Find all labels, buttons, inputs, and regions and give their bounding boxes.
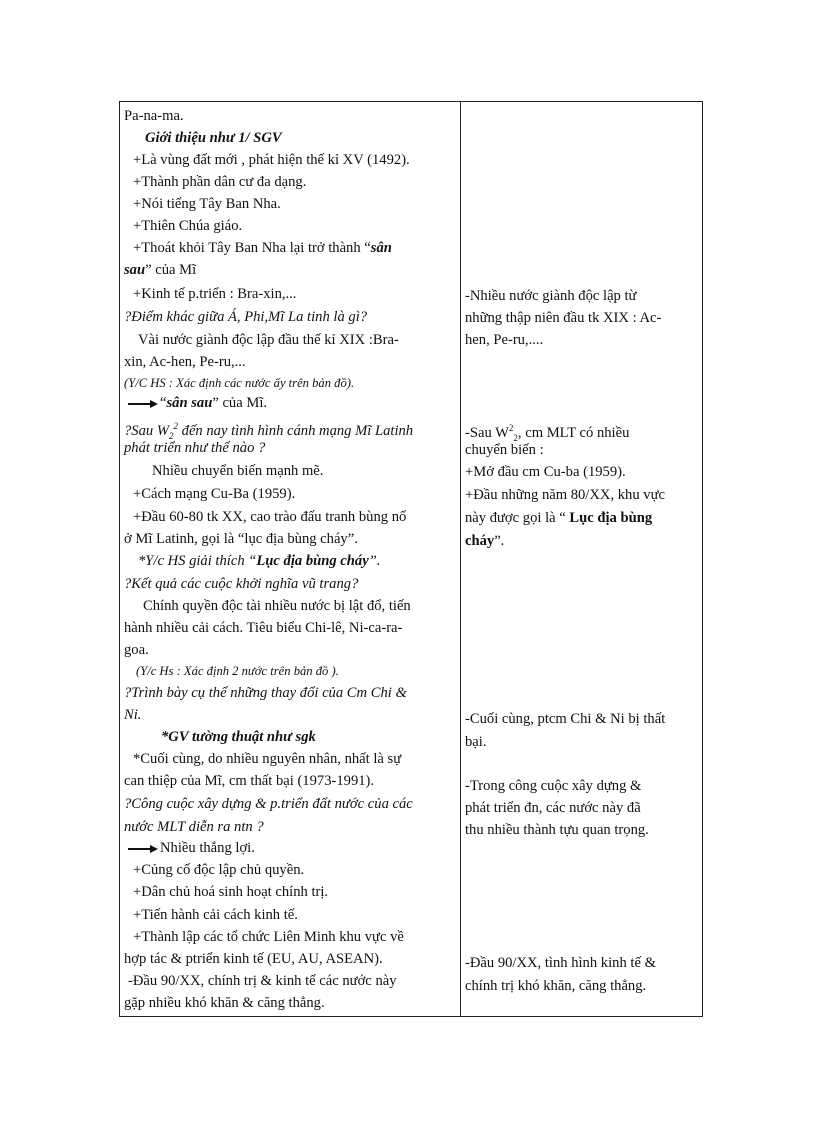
- left-line-30: *Cuối cùng, do nhiều nguyên nhân, nhất là sự: [133, 751, 402, 767]
- left-line-19: +Đầu 60-80 tk XX, cao trào đấu tranh bùng nổ: [133, 509, 407, 525]
- right-line-4-sup: 2: [508, 423, 514, 433]
- left-line-5: +Nói tiếng Tây Ban Nha.: [133, 196, 281, 212]
- left-line-31: can thiệp của Mĩ, cm thất bại (1973-1991).: [124, 773, 375, 789]
- left-line-35: +Củng cố độc lập chủ quyền.: [133, 862, 305, 878]
- left-line-24: hành nhiều cải cách. Tiêu biểu Chi-lê, Ni-ca-ra-: [124, 620, 403, 636]
- left-line-13: (Y/C HS : Xác định các nước ấy trên bản đồ).: [124, 376, 355, 390]
- left-line-15-sup: 2: [173, 421, 178, 431]
- right-line-4-b: , cm MLT có nhiều: [517, 424, 630, 441]
- left-line-9: +Kinh tế p.triển : Bra-xin,...: [133, 286, 297, 302]
- left-line-14: [128, 392, 267, 414]
- left-line-34: [128, 837, 255, 859]
- left-line-3: +Là vùng đất mới , phát hiện thế kỉ XV (1492).: [133, 152, 410, 168]
- left-line-17: Nhiều chuyển biến mạnh mẽ.: [152, 463, 324, 479]
- right-line-8: [465, 507, 652, 529]
- left-line-12: xin, Ac-hen, Pe-ru,...: [124, 354, 246, 370]
- left-line-32: ?Công cuộc xây dựng & p.triển đất nước của các: [124, 796, 413, 812]
- left-line-10: ?Điểm khác giữa Á, Phi,Mĩ La tinh là gì?: [124, 309, 368, 325]
- left-line-4: +Thành phần dân cư đa dạng.: [133, 174, 307, 190]
- left-line-21-c: ”.: [368, 553, 381, 569]
- right-line-9: [465, 530, 504, 552]
- left-line-15-sub: 2: [169, 430, 174, 441]
- right-line-16: chính trị khó khăn, căng thẳng.: [465, 978, 647, 994]
- left-line-7-emph: sân: [370, 240, 392, 256]
- left-line-29: *GV tường thuật như sgk: [161, 729, 316, 745]
- left-line-25: goa.: [124, 642, 149, 658]
- right-line-2: những thập niên đầu tk XIX : Ac-: [465, 310, 662, 326]
- right-line-3: hen, Pe-ru,....: [465, 332, 544, 348]
- left-line-26: (Y/c Hs : Xác định 2 nước trên bản đồ ).: [136, 664, 339, 678]
- left-line-14-quote: “: [160, 395, 167, 411]
- left-line-41: gặp nhiều khó khăn & căng thẳng.: [124, 995, 325, 1011]
- right-line-14: thu nhiều thành tựu quan trọng.: [465, 822, 649, 838]
- left-line-16: phát triển như thế nào ?: [124, 440, 266, 456]
- right-line-13: phát triển đn, các nước này đã: [465, 800, 641, 816]
- left-line-40: -Đầu 90/XX, chính trị & kinh tế các nước này: [128, 973, 397, 989]
- left-line-14-emph: sân sau: [166, 395, 213, 411]
- column-divider: [460, 102, 461, 1016]
- right-line-6: +Mở đầu cm Cu-ba (1959).: [465, 464, 626, 480]
- left-line-14-text: ” của Mĩ.: [212, 395, 268, 411]
- left-line-21: [138, 550, 380, 572]
- right-line-4-sub: 2: [513, 432, 518, 443]
- left-line-7-text: +Thoát khỏi Tây Ban Nha lại trở thành “: [133, 240, 371, 256]
- left-line-23: Chính quyền độc tài nhiều nước bị lật đổ, tiến: [143, 598, 411, 614]
- left-line-1: Pa-na-ma.: [124, 108, 184, 124]
- right-line-11: bại.: [465, 734, 487, 750]
- arrow-right-icon: [128, 399, 158, 409]
- left-line-15-a: ?Sau W: [124, 422, 169, 439]
- left-line-8: [124, 259, 196, 281]
- left-line-27: ?Trình bày cụ thể những thay đổi của Cm Chi &: [124, 685, 407, 701]
- right-line-8-emph: Lục địa bùng: [569, 510, 653, 526]
- right-line-12: -Trong công cuộc xây dựng &: [465, 778, 642, 794]
- left-line-6: +Thiên Chúa giáo.: [133, 218, 243, 234]
- right-line-9-emph: cháy: [465, 533, 495, 549]
- left-line-39: hợp tác & ptriển kinh tế (EU, AU, ASEAN).: [124, 951, 383, 967]
- left-line-36: +Dân chủ hoá sinh hoạt chính trị.: [133, 884, 329, 900]
- left-line-18: +Cách mạng Cu-Ba (1959).: [133, 486, 296, 502]
- left-line-38: +Thành lập các tổ chức Liên Minh khu vực về: [133, 929, 404, 945]
- right-line-1: -Nhiều nước giành độc lập từ: [465, 288, 637, 304]
- right-line-5: chuyển biến :: [465, 442, 544, 458]
- left-line-33: nước MLT diễn ra ntn ?: [124, 819, 264, 835]
- arrow-right-icon: [128, 844, 158, 854]
- right-line-8-a: này được gọi là “: [465, 510, 570, 526]
- right-line-7: +Đầu những năm 80/XX, khu vực: [465, 487, 665, 503]
- left-line-20: ở Mĩ Latinh, gọi là “lục địa bùng cháy”.: [124, 531, 358, 547]
- left-line-28: Ni.: [124, 707, 142, 723]
- right-line-10: -Cuối cùng, ptcm Chi & Ni bị thất: [465, 711, 666, 727]
- right-line-9-b: ”.: [494, 533, 505, 549]
- left-line-8-text: ” của Mĩ: [145, 262, 197, 278]
- left-line-8-emph: sau: [124, 262, 146, 278]
- left-line-7: [133, 237, 392, 259]
- left-line-2: Giới thiệu như 1/ SGV: [145, 130, 282, 146]
- right-line-4-a: -Sau W: [465, 424, 509, 441]
- left-line-22: ?Kết quả các cuộc khởi nghĩa vũ trang?: [124, 576, 359, 592]
- left-line-34-text: Nhiều thắng lợi.: [160, 840, 255, 856]
- left-line-37: +Tiến hành cải cách kinh tế.: [133, 907, 298, 923]
- right-line-15: -Đầu 90/XX, tình hình kinh tế &: [465, 955, 656, 971]
- left-line-21-emph: Lục địa bùng cháy: [256, 553, 369, 569]
- left-line-15-b: đến nay tình hình cánh mạng Mĩ Latinh: [178, 422, 414, 439]
- left-line-11: Vài nước giành độc lập đầu thế kỉ XIX :Bra-: [138, 332, 399, 348]
- left-line-21-a: *Y/c HS giải thích “: [138, 553, 257, 569]
